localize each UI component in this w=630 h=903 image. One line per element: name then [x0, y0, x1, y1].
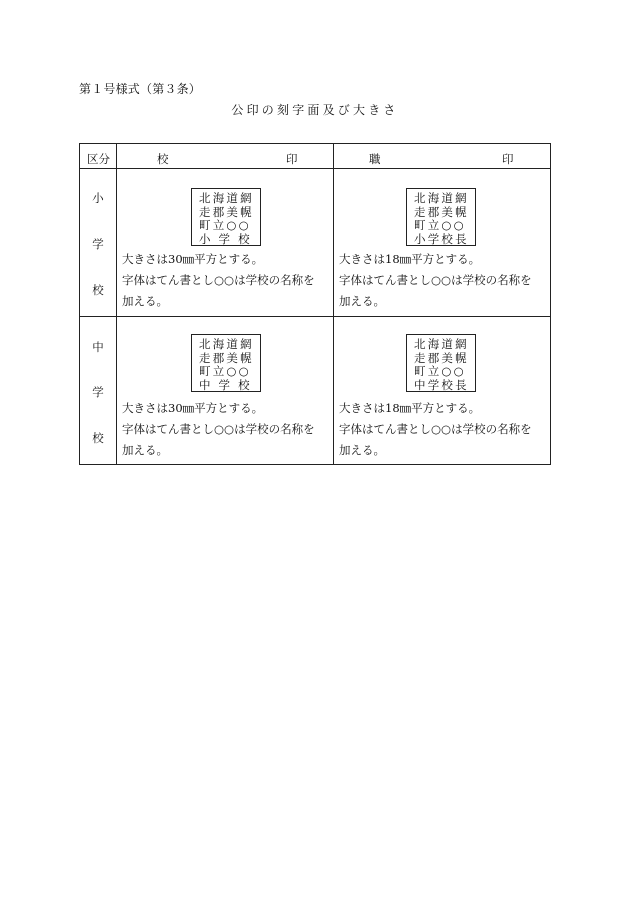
header-school-seal-right: 印: [286, 152, 298, 166]
seal-line: 走郡美幌: [199, 204, 254, 219]
row-label-char: 校: [92, 283, 104, 297]
row-label-char: 学: [92, 385, 104, 399]
seal-line: 走郡美幌: [414, 204, 469, 219]
seal-line: 中 学 校: [199, 377, 252, 392]
row-label-char: 小: [92, 191, 104, 205]
seal-line: 走郡美幌: [414, 350, 469, 365]
official-seal-impression: [406, 188, 476, 246]
seal-font-text: 加える。: [339, 443, 385, 457]
seal-font-text: 字体はてん書とし○○は学校の名称を: [339, 273, 532, 287]
seal-size-text: 大きさは30㎜平方とする。: [122, 252, 264, 266]
seal-font-text: 字体はてん書とし○○は学校の名称を: [339, 422, 532, 436]
row-label-char: 学: [92, 237, 104, 251]
school-seal-description: [122, 398, 315, 461]
seal-size-text: 大きさは30㎜平方とする。: [122, 401, 264, 415]
row-divider: [80, 168, 550, 169]
seal-line: 小 学 校: [199, 231, 252, 246]
school-seal-impression: [191, 188, 261, 246]
header-category: 区分: [87, 152, 110, 166]
seal-line: 町立○○: [199, 218, 251, 232]
seal-line: 中学校長: [414, 377, 469, 392]
official-seal-description: [339, 398, 532, 461]
header-official-seal-left: 職: [369, 152, 381, 166]
form-number-label: 第１号様式（第３条）: [79, 82, 202, 96]
school-seal-impression: [191, 334, 261, 392]
seal-line: 北海道網: [199, 337, 254, 351]
seal-font-text: 字体はてん書とし○○は学校の名称を: [122, 422, 315, 436]
column-divider: [116, 144, 117, 464]
seal-size-text: 大きさは18㎜平方とする。: [339, 401, 481, 415]
seal-line: 北海道網: [414, 191, 469, 205]
seal-line: 町立○○: [414, 218, 466, 232]
seal-table: [79, 143, 551, 465]
seal-line: 小学校長: [414, 231, 469, 246]
seal-line: 町立○○: [199, 364, 251, 378]
official-seal-impression: [406, 334, 476, 392]
seal-line: 町立○○: [414, 364, 466, 378]
header-official-seal-right: 印: [502, 152, 514, 166]
row-label-char: 校: [92, 431, 104, 445]
seal-line: 北海道網: [414, 337, 469, 351]
school-seal-description: [122, 249, 315, 312]
seal-font-text: 加える。: [122, 443, 168, 457]
seal-line: 走郡美幌: [199, 350, 254, 365]
row-divider: [80, 316, 550, 317]
row-label-char: 中: [92, 340, 104, 354]
seal-font-text: 加える。: [122, 294, 168, 308]
seal-line: 北海道網: [199, 191, 254, 205]
seal-font-text: 加える。: [339, 294, 385, 308]
official-seal-description: [339, 249, 532, 312]
document-title: 公印の刻字面及び大きさ: [231, 103, 399, 117]
column-divider: [333, 144, 334, 464]
seal-size-text: 大きさは18㎜平方とする。: [339, 252, 481, 266]
header-school-seal-left: 校: [157, 152, 169, 166]
seal-font-text: 字体はてん書とし○○は学校の名称を: [122, 273, 315, 287]
